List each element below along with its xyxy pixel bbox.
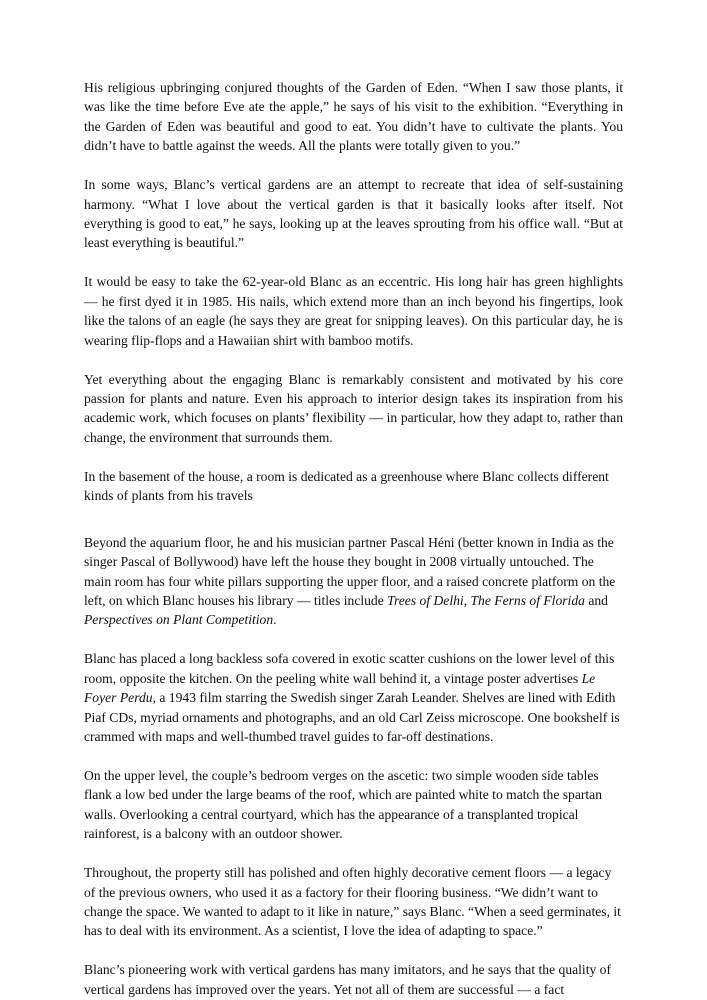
text-run: ,: [463, 592, 471, 608]
title-italic: Perspectives on Plant Competition: [84, 612, 274, 628]
article-paragraph: [84, 766, 623, 844]
text-run: Beyond the aquarium floor, he and his musician partner Pascal Héni (better known in India as the singer Pascal of Bollywood) have left the house they bought in 2008 virtually untouched. The main room has four white pillars supporting the upper floor, and a raised concrete platform on the left, on which Blanc houses his library — titles include: [84, 534, 616, 608]
text-run: In some ways, Blanc’s vertical gardens are an attempt to recreate that idea of self-sustaining harmony. “What I love about the vertical garden is that it basically looks after itself. Not everything is good to eat,” he says, looking up at the leaves sprouting from his office wall. “But at least everything is beautiful.”: [84, 177, 623, 251]
title-italic: The Ferns of Florida: [470, 592, 585, 608]
article-paragraph: [84, 175, 623, 253]
article-paragraph: [84, 533, 623, 630]
article-paragraph: [84, 370, 623, 448]
text-run: , a 1943 film starring the Swedish singer Zarah Leander. Shelves are lined with Edith Piaf CDs, myriad ornaments and photographs, and an old Carl Zeiss microscope. One bookshelf is crammed with maps and well-thumbed travel guides to far-off destinations.: [84, 690, 620, 744]
title-italic: Le Foyer Perdu: [84, 670, 596, 706]
text-run: .: [273, 612, 277, 628]
text-run: His religious upbringing conjured thoughts of the Garden of Eden. “When I saw those plants, it was like the time before Eve ate the apple,” he says of his visit to the exhibition. “Everything in the Garden of Eden was beautiful and good to eat. You didn’t have to cultivate the plants. You didn’t have to battle against the weeds. All the plants were totally given to you.”: [84, 80, 623, 154]
title-italic: Trees of Delhi: [387, 592, 464, 608]
text-run: Yet everything about the engaging Blanc is remarkably consistent and motivated by his core passion for plants and nature. Even his approach to interior design takes its inspiration from his academic work, which focuses on plants’ flexibility — in particular, how they adapt to, rather than change, the environment that surrounds them.: [84, 371, 623, 445]
article-paragraph: [84, 649, 623, 746]
article-paragraph: [84, 78, 623, 156]
text-run: On the upper level, the couple’s bedroom verges on the ascetic: two simple wooden side tables flank a low bed under the large beams of the roof, which are painted white to match the spartan walls. Overlooking a central courtyard, which has the appearance of a transplanted tropical rainforest, is a balcony with an outdoor shower.: [84, 767, 603, 842]
text-run: Blanc has placed a long backless sofa covered in exotic scatter cushions on the lower level of this room, opposite the kitchen. On the peeling white wall behind it, a vintage poster advertises: [84, 651, 615, 686]
text-run: In the basement of the house, a room is dedicated as a greenhouse where Blanc collects different kinds of plants from his travels: [84, 468, 609, 504]
article-body: [84, 78, 623, 999]
article-paragraph: [84, 467, 623, 506]
article-paragraph: [84, 272, 623, 350]
article-paragraph: [84, 863, 623, 941]
text-run: Throughout, the property still has polished and often highly decorative cement floors — a legacy of the previous owners, who used it as a factory for their flooring business. “We didn’t want to change the space. We wanted to adapt to it like in nature,” says Blanc. “When a seed germinates, it has to deal with its environment. As a scientist, I love the idea of adapting to space.”: [84, 865, 621, 939]
article-paragraph: [84, 960, 623, 999]
text-run: Blanc’s pioneering work with vertical gardens has many imitators, and he says that the quality of vertical gardens has improved over the years. Yet not all of them are successful — a fact: [84, 962, 612, 997]
text-run: It would be easy to take the 62-year-old Blanc as an eccentric. His long hair has green highlights — he first dyed it in 1985. His nails, which extend more than an inch beyond his fingertips, look like the talons of an eagle (he says they are great for snipping leaves). On this particular day, he is wearing flip-flops and a Hawaiian shirt with bamboo motifs.: [84, 274, 623, 348]
text-run: and: [584, 592, 608, 608]
